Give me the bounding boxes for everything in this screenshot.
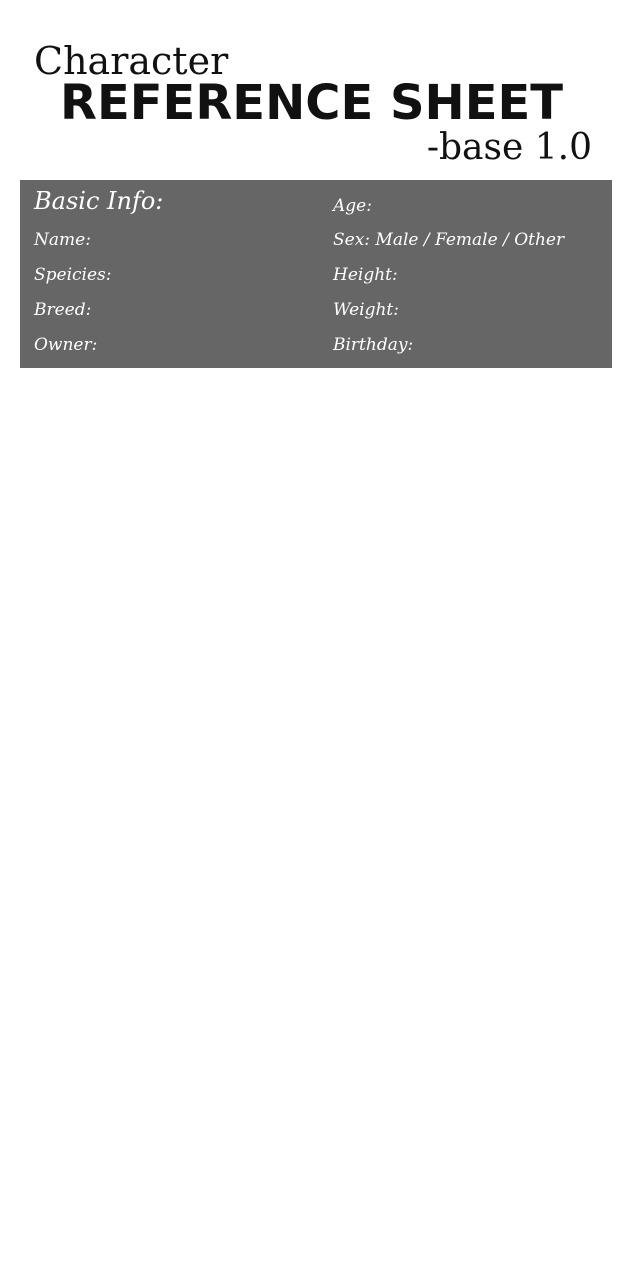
title-character: Character: [34, 39, 229, 83]
field-birthday-label: Birthday:: [333, 335, 414, 355]
field-breed-label: Breed:: [34, 300, 92, 320]
basic-info-heading: Basic Info:: [34, 187, 164, 215]
field-owner-label: Owner:: [34, 335, 98, 355]
field-species-label: Speicies:: [34, 265, 112, 285]
title-version: -base 1.0: [426, 127, 592, 168]
field-height-label: Height:: [333, 265, 398, 285]
field-sex-label: Sex: Male / Female / Other: [333, 230, 565, 250]
field-age-label: Age:: [333, 196, 372, 216]
basic-info-panel: [20, 180, 612, 368]
field-name-label: Name:: [34, 230, 91, 250]
title-reference-sheet: REFERENCE SHEET: [60, 75, 564, 131]
field-weight-label: Weight:: [333, 300, 399, 320]
sheet-header: [0, 0, 632, 175]
